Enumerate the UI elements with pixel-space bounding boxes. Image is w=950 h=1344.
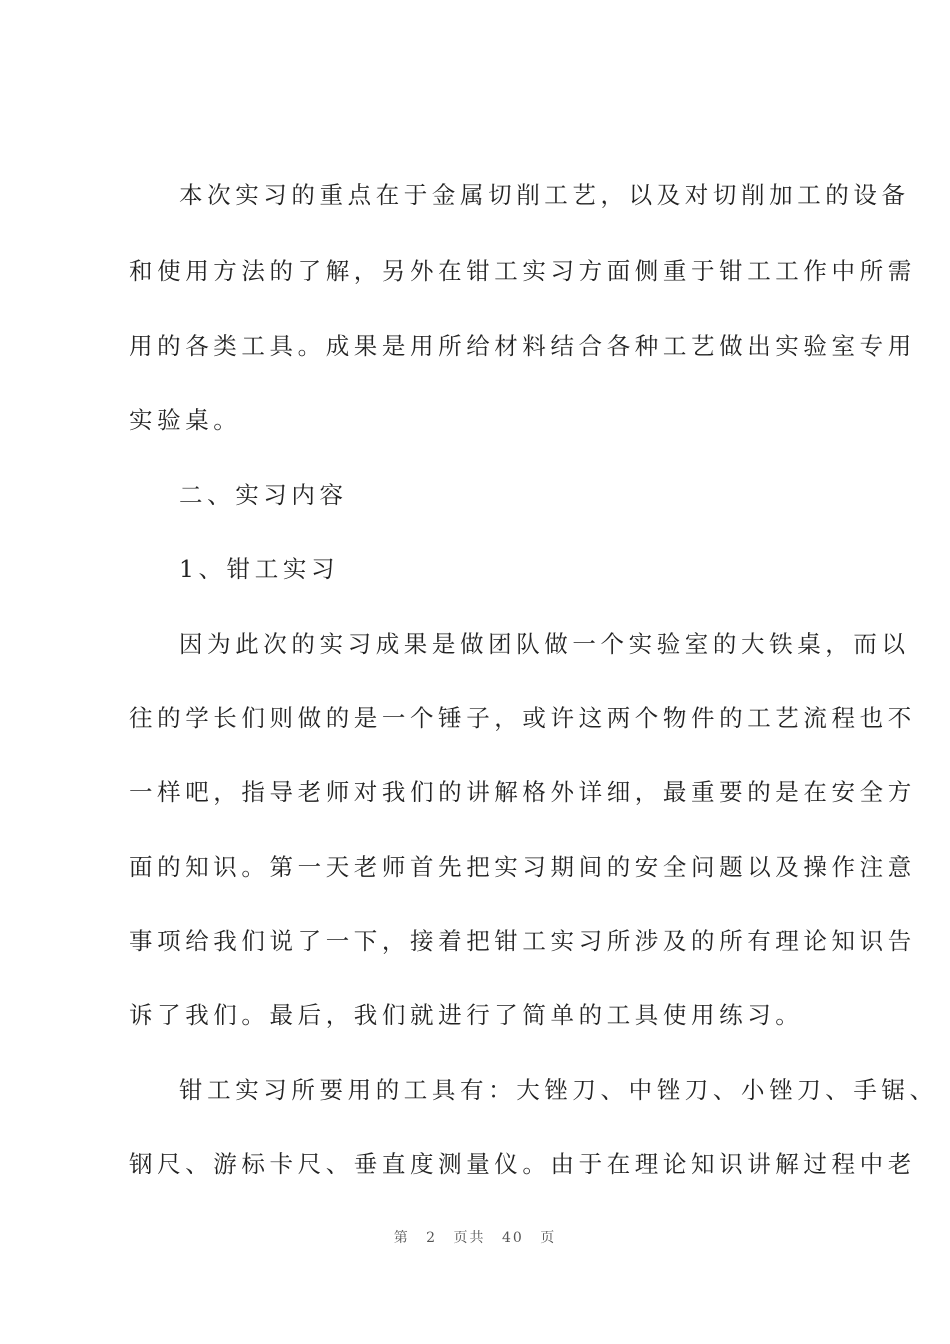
paragraph-1-line-2: 和使用方法的了解，另外在钳工实习方面侧重于钳工工作中所需 bbox=[129, 257, 916, 285]
paragraph-2-line-4: 面的知识。第一天老师首先把实习期间的安全问题以及操作注意 bbox=[129, 853, 916, 881]
paragraph-2-line-1: 因为此次的实习成果是做团队做一个实验室的大铁桌，而以 bbox=[179, 630, 910, 658]
paragraph-1-line-3: 用的各类工具。成果是用所给材料结合各种工艺做出实验室专用 bbox=[129, 332, 916, 360]
paragraph-3-line-2: 钢尺、游标卡尺、垂直度测量仪。由于在理论知识讲解过程中老 bbox=[129, 1150, 916, 1178]
paragraph-1-line-1: 本次实习的重点在于金属切削工艺，以及对切削加工的设备 bbox=[179, 181, 910, 209]
subsection-heading: 1、钳工实习 bbox=[179, 555, 340, 583]
paragraph-2-line-6: 诉了我们。最后，我们就进行了简单的工具使用练习。 bbox=[129, 1001, 804, 1029]
paragraph-2-line-2: 往的学长们则做的是一个锤子，或许这两个物件的工艺流程也不 bbox=[129, 704, 916, 732]
paragraph-1-line-4: 实验桌。 bbox=[129, 406, 242, 434]
page-number-footer: 第 2 页共 40 页 bbox=[393, 1230, 557, 1246]
paragraph-2-line-3: 一样吧，指导老师对我们的讲解格外详细，最重要的是在安全方 bbox=[129, 778, 916, 806]
paragraph-3-line-1: 钳工实习所要用的工具有：大锉刀、中锉刀、小锉刀、手锯、 bbox=[179, 1076, 938, 1104]
section-heading: 二、实习内容 bbox=[179, 481, 348, 509]
paragraph-2-line-5: 事项给我们说了一下，接着把钳工实习所涉及的所有理论知识告 bbox=[129, 927, 916, 955]
